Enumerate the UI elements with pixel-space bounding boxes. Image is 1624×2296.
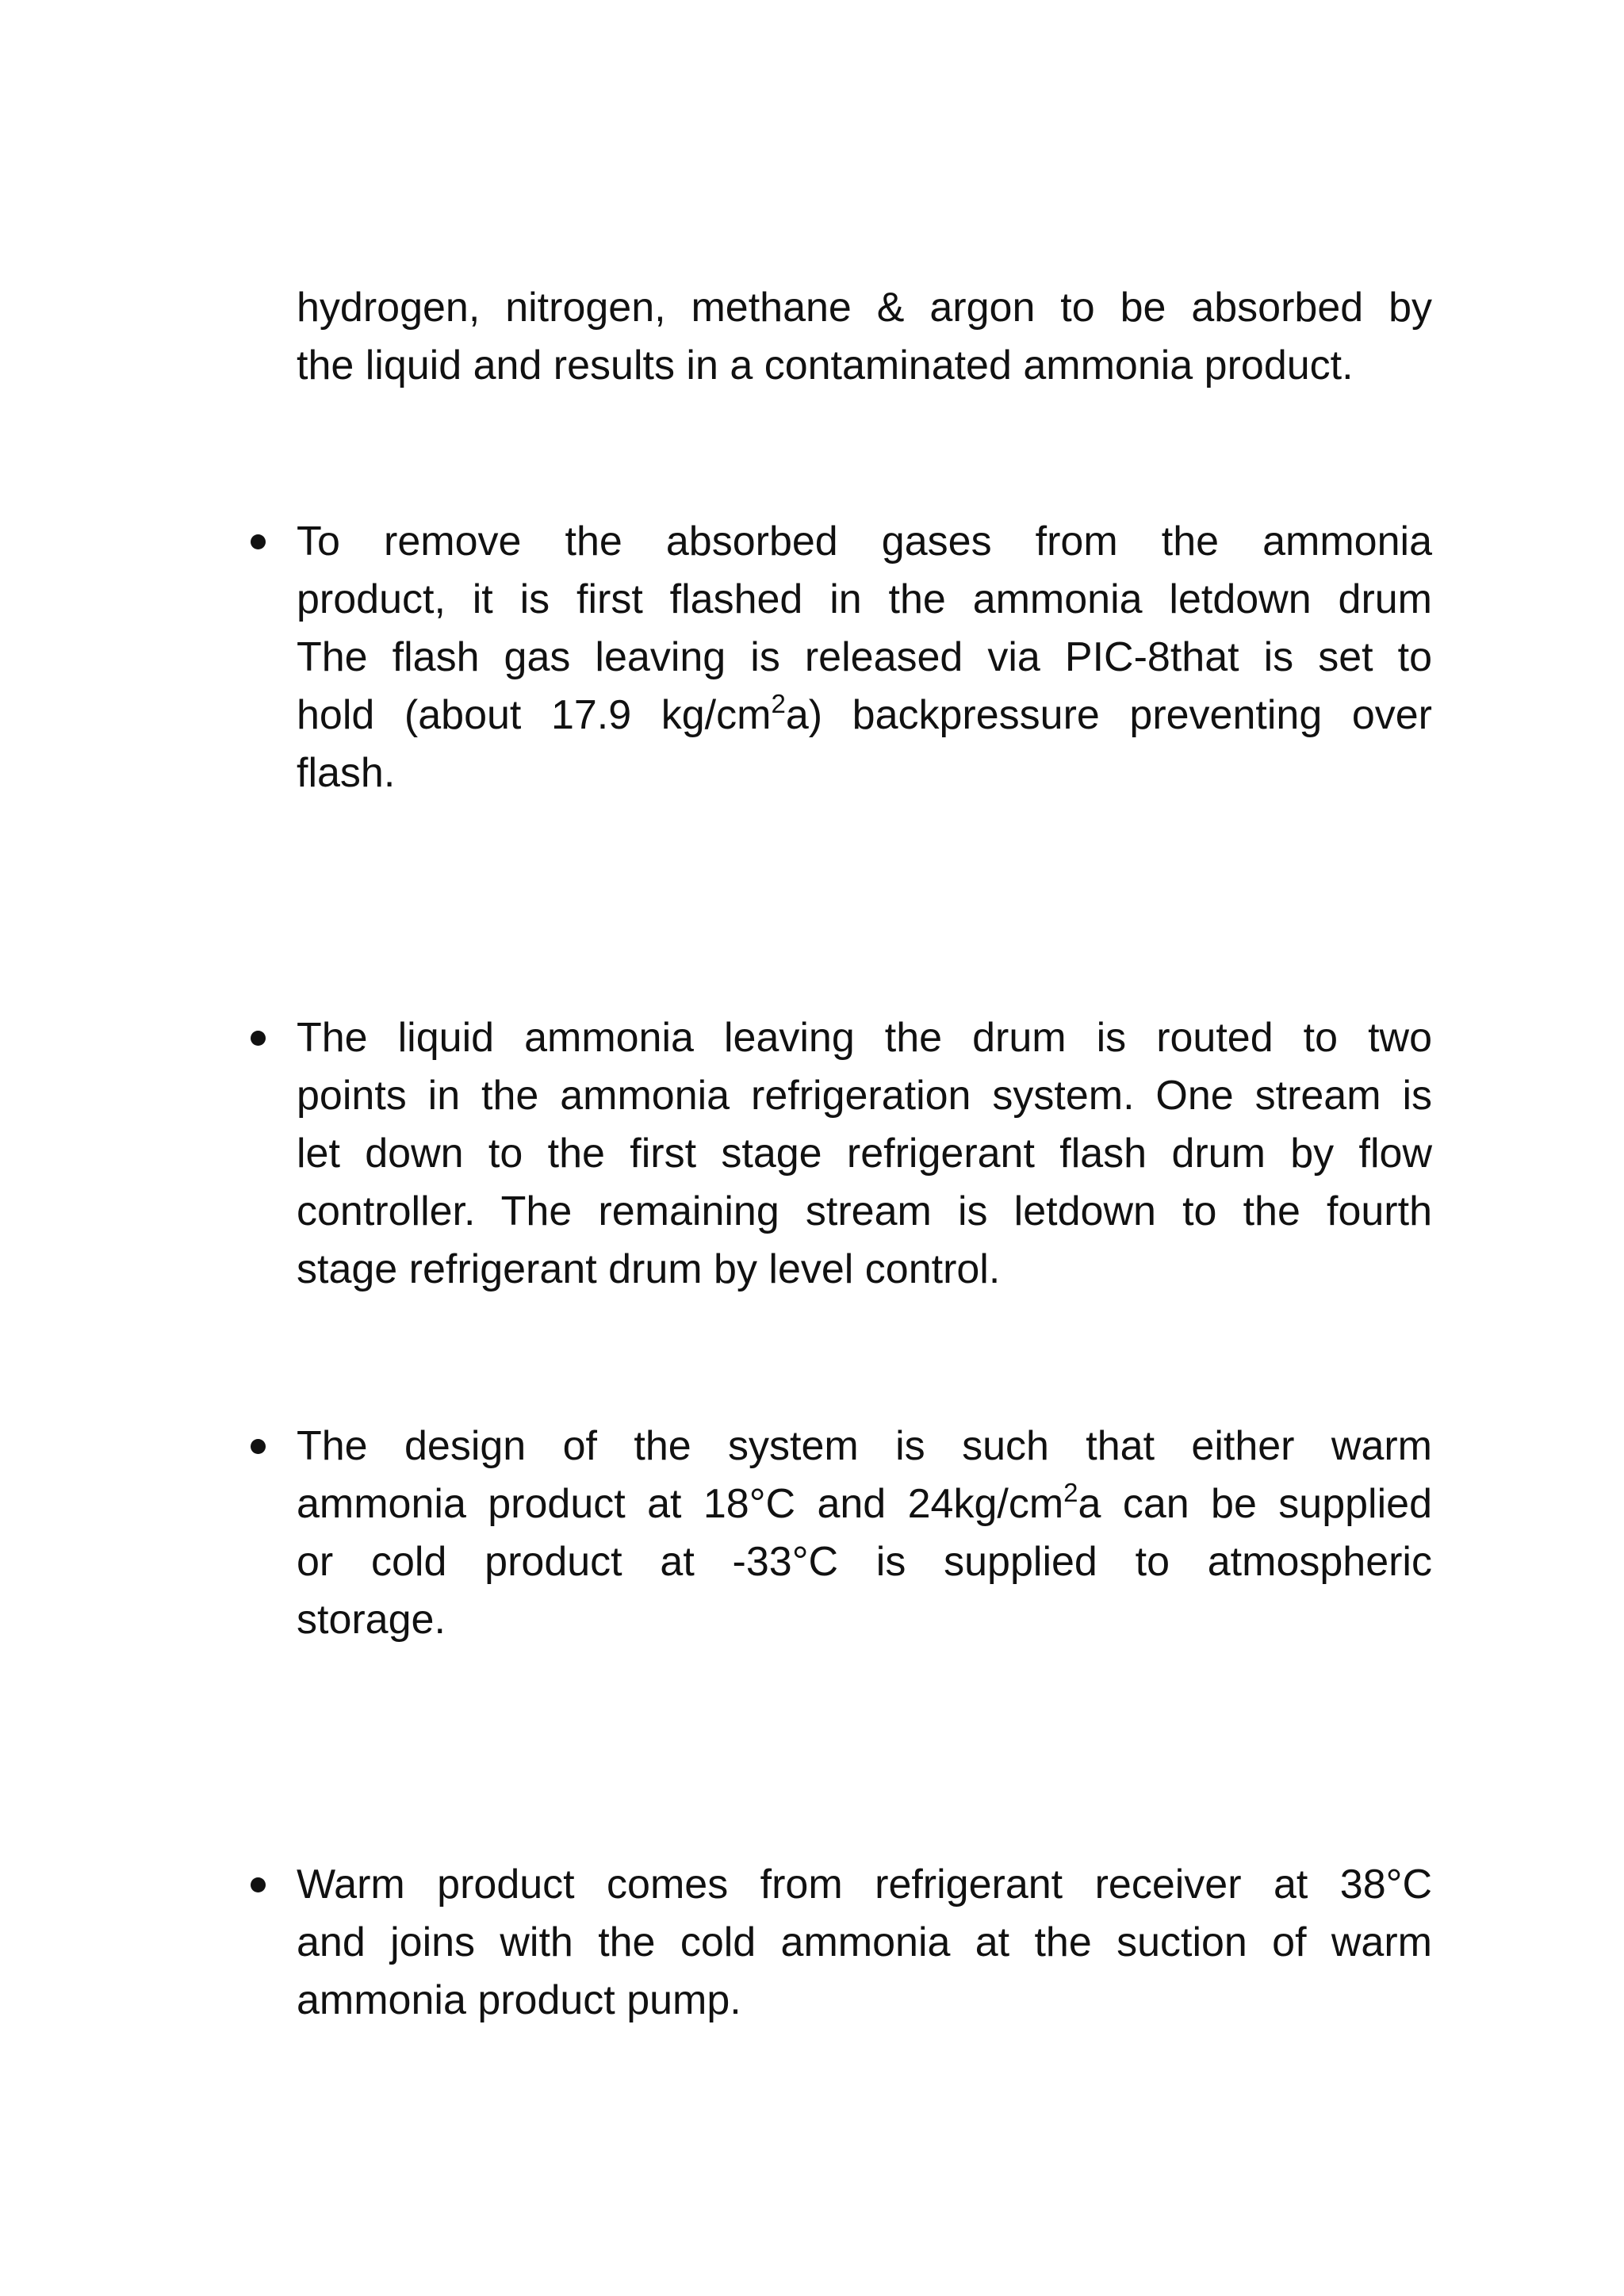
text-line: storage. [297, 1597, 446, 1643]
text-line: The liquid ammonia leaving the drum is routed to two [297, 1015, 1432, 1061]
text-line: Warm product comes from refrigerant receiver at 38°C [297, 1862, 1432, 1908]
text-line: hydrogen, nitrogen, methane & argon to be absorbed by [297, 285, 1432, 331]
bullet-paragraph-1 [297, 513, 1432, 802]
text-line: To remove the absorbed gases from the ammonia [297, 519, 1432, 564]
bullet-paragraph-4 [297, 1856, 1432, 2030]
bullet-paragraph-2 [297, 1009, 1432, 1299]
text-line: ammonia product at 18°C and $24kg/cm^2a$ can be supplied [297, 1478, 1432, 1527]
text-line: controller. The remaining stream is letdown to the fourth [297, 1188, 1432, 1234]
bullet-paragraph-3 [297, 1418, 1432, 1649]
text-line: stage refrigerant drum by level control. [297, 1246, 1001, 1292]
text-line: and joins with the cold ammonia at the suction of warm [297, 1919, 1432, 1965]
text-line: product, it is first flashed in the ammonia letdown drum [297, 576, 1432, 622]
bullet-icon [246, 1418, 270, 1475]
intro-paragraph [297, 279, 1432, 395]
text-line: the liquid and results in a contaminated ammonia product. [297, 342, 1354, 388]
text-line: ammonia product pump. [297, 1977, 741, 2023]
text-line: flash. [297, 750, 396, 796]
text-line: let down to the first stage refrigerant flash drum by flow [297, 1131, 1432, 1177]
bullet-icon [246, 1009, 270, 1067]
bullet-icon [246, 1856, 270, 1914]
text-line: hold (about 17.9 $kg/cm^2a$) backpressure preventing over [297, 689, 1432, 738]
text-line: points in the ammonia refrigeration system. One stream is [297, 1073, 1432, 1119]
text-line: The design of the system is such that either warm [297, 1423, 1432, 1469]
bullet-icon [246, 513, 270, 571]
text-line: or cold product at -33°C is supplied to atmospheric [297, 1539, 1432, 1585]
text-line: The flash gas leaving is released via PIC-8that is set to [297, 634, 1432, 680]
